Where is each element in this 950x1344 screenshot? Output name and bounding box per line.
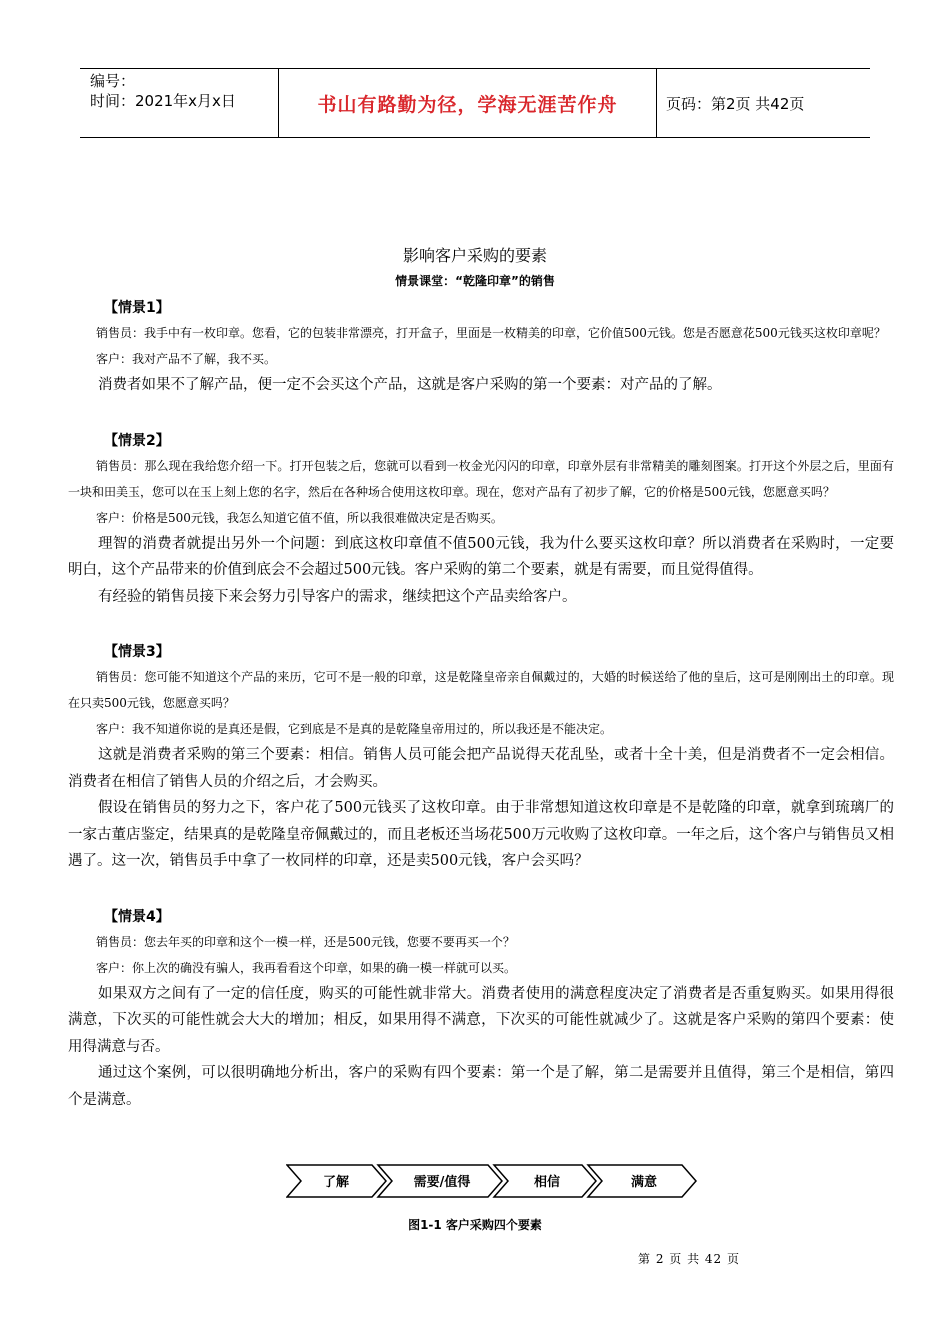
body-paragraph: 有经验的销售员接下来会努力引导客户的需求，继续把这个产品卖给客户。 — [98, 588, 577, 605]
flow-step-label: 满意 — [630, 1175, 658, 1190]
scenario-heading: 【情景1】 — [104, 300, 170, 316]
flow-step-label: 相信 — [533, 1175, 561, 1190]
dialog-line: 销售员：那么现在我给您介绍一下。打开包装之后，您就可以看到一枚金光闪闪的印章，印章外层有非常精美的雕刻图案。打开这个外层之后，里面有一块和田美玉，您可以在玉上刻上您的名字，然后在各种场合使用这枚印章。现在，您对产品有了初步了解，它的价格是500元钱，您愿意买吗？ — [68, 458, 894, 499]
body-paragraph: 如果双方之间有了一定的信任度，购买的可能性就非常大。消费者使用的满意程度决定了消费者是否重复购买。如果用得很满意，下次买的可能性就会大大的增加；相反，如果用得不满意，下次买的可能性就减少了。这就是客户采购的第四个要素：使用得满意与否。 — [68, 985, 894, 1055]
scenario-heading: 【情景3】 — [104, 644, 170, 660]
body-paragraph: 假设在销售员的努力之下，客户花了500元钱买了这枚印章。由于非常想知道这枚印章是不是乾隆的印章，就拿到琉璃厂的一家古董店鉴定，结果真的是乾隆皇帝佩戴过的，而且老板还当场花500万元收购了这枚印章。一年之后，这个客户与销售员又相遇了。这一次，销售员手中拿了一枚同样的印章，还是卖500元钱，客户会买吗？ — [68, 800, 894, 869]
dialog-line: 客户：价格是500元钱，我怎么知道它值不值，所以我很难做决定是否购买。 — [96, 510, 503, 525]
header-meta — [80, 69, 278, 137]
scenario-heading: 【情景4】 — [104, 908, 170, 925]
body-paragraph: 消费者如果不了解产品，便一定不会买这个产品，这就是客户采购的第一个要素：对产品的了解。 — [98, 377, 722, 393]
flow-step-understand — [287, 1165, 386, 1197]
page-subtitle: 情景课堂：“乾隆印章”的销售 — [395, 274, 555, 288]
body-paragraph: 通过这个案例，可以很明确地分析出，客户的采购有四个要素：第一个是了解，第二是需要并且值得，第三个是相信，第四个是满意。 — [68, 1065, 894, 1108]
body-paragraph: 理智的消费者就提出另外一个问题：到底这枚印章值不值500元钱，我为什么要买这枚印章？所以消费者在采购时，一定要明白，这个产品带来的价值到底会不会超过500元钱。客户采购的第二个要素，就是有需要，而且觉得值得。 — [68, 535, 894, 578]
header-table — [80, 68, 870, 138]
purchase-factors-diagram — [286, 1164, 698, 1198]
flow-step-label: 了解 — [322, 1175, 350, 1190]
dialog-line: 客户：我对产品不了解，我不买。 — [96, 352, 277, 366]
header-date-label: 时间：2021年x月x日 — [90, 92, 236, 110]
figure-caption: 图1-1 客户采购四个要素 — [408, 1218, 542, 1232]
dialog-line: 销售员：您去年买的印章和这个一模一样，还是500元钱，您要不要再买一个？ — [96, 934, 515, 949]
body-paragraph: 这就是消费者采购的第三个要素：相信。销售人员可能会把产品说得天花乱坠，或者十全十美，但是消费者不一定会相信。消费者在相信了销售人员的介绍之后，才会购买。 — [68, 747, 894, 790]
dialog-line: 客户：我不知道你说的是真还是假，它到底是不是真的是乾隆皇帝用过的，所以我还是不能决定。 — [96, 722, 613, 736]
scenario-heading: 【情景2】 — [104, 432, 170, 449]
document-body — [68, 296, 894, 1113]
flow-step-trust — [494, 1165, 596, 1197]
flow-step-satisfaction — [588, 1165, 696, 1197]
page-title: 影响客户采购的要素 — [402, 246, 547, 265]
dialog-line: 客户：你上次的确没有骗人，我再看看这个印章，如果的确一模一样就可以买。 — [96, 960, 517, 975]
page-footer: 第 2 页 共 42 页 — [638, 1252, 740, 1266]
header-number-label: 编号： — [90, 72, 136, 90]
header-motto: 书山有路勤为径，学海无涯苦作舟 — [278, 69, 657, 137]
dialog-line: 销售员：您可能不知道这个产品的来历，它可不是一般的印章，这是乾隆皇帝亲自佩戴过的，大婚的时候送给了他的皇后，这可是刚刚出土的印章。现在只卖500元钱，您愿意买吗？ — [68, 670, 894, 710]
dialog-line: 销售员：我手中有一枚印章。您看，它的包装非常漂亮，打开盒子，里面是一枚精美的印章，它价值500元钱。您是否愿意花500元钱买这枚印章呢？ — [96, 326, 886, 340]
flow-step-need-worth — [378, 1165, 502, 1197]
header-page-info: 页码：第2页 共42页 — [666, 94, 805, 113]
flow-step-label: 需要/值得 — [413, 1175, 471, 1190]
